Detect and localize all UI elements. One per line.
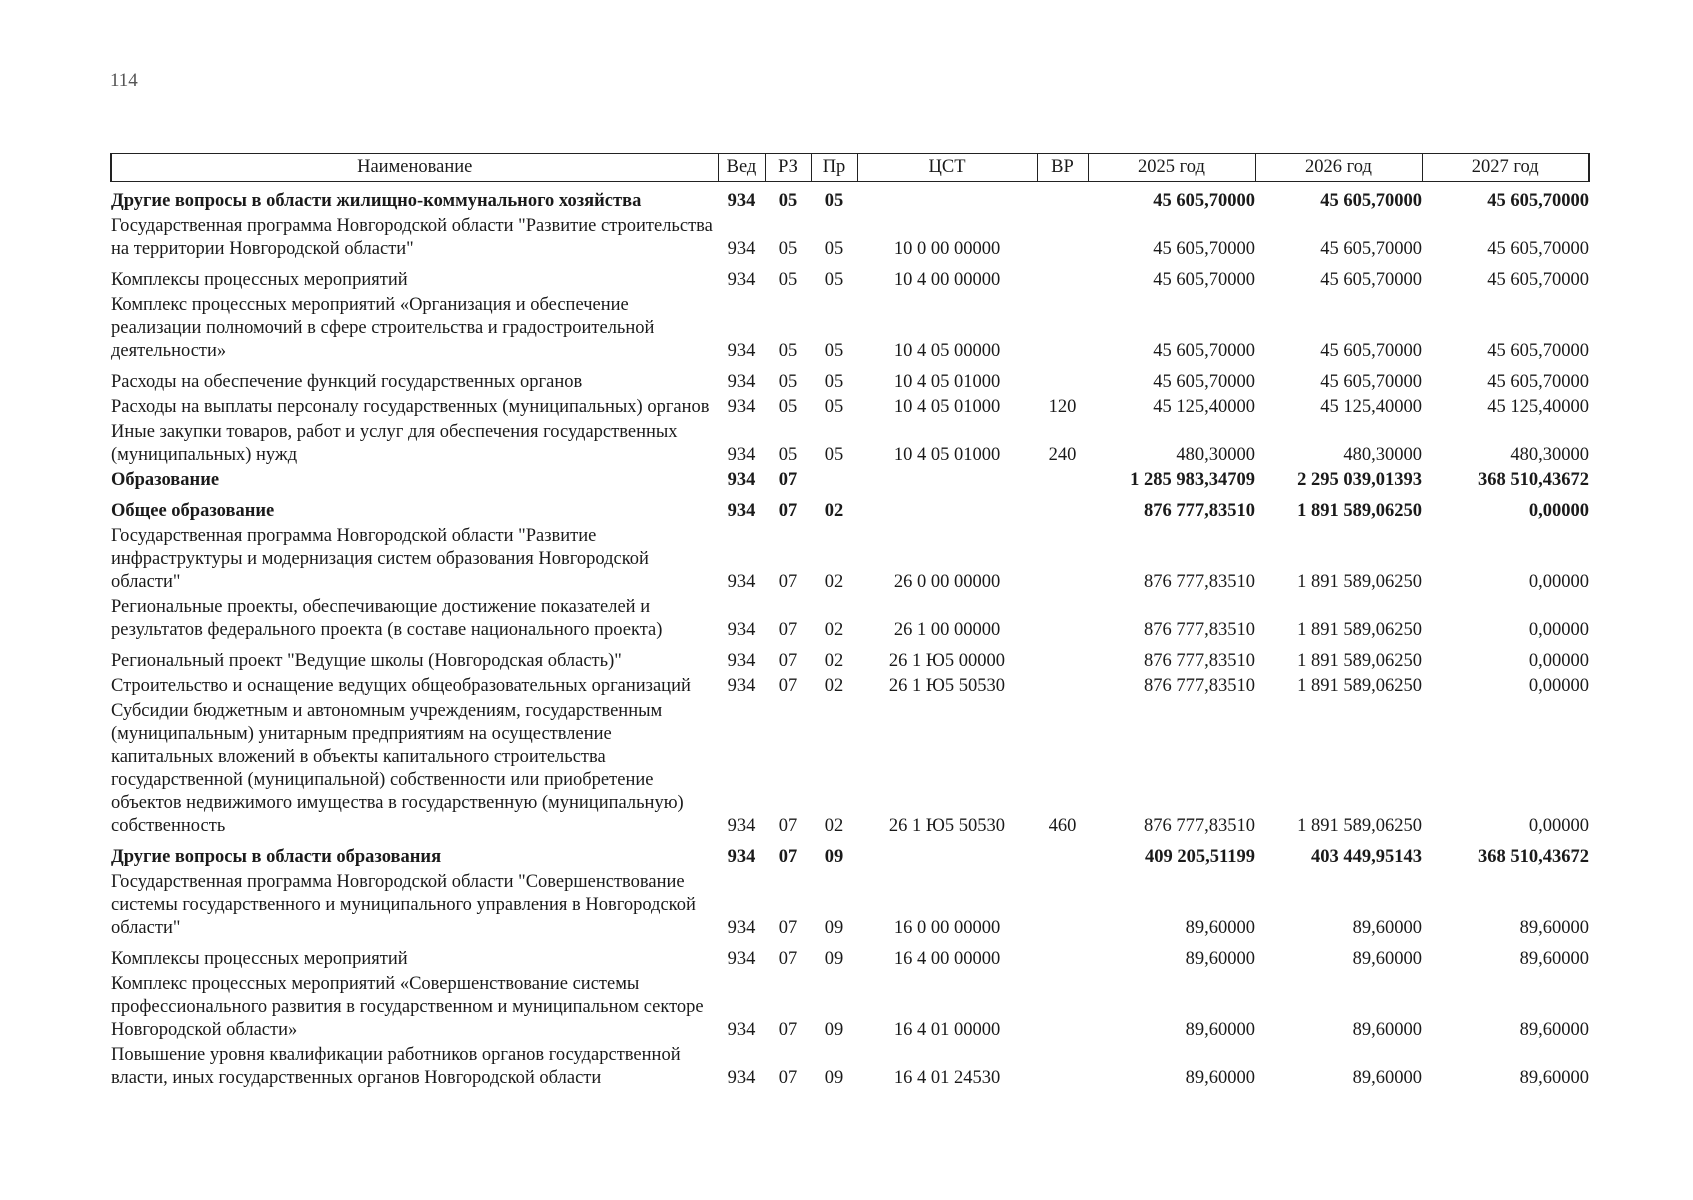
row-pr: 09 [824,949,844,969]
row-pr [811,469,857,494]
row-vr [1037,973,1088,1044]
budget-table [110,153,1590,1092]
row-vr [1037,942,1088,973]
row-vr [1037,215,1088,263]
row-vr [1037,294,1088,365]
row-value-2026: 1 891 589,06250 [1297,620,1422,640]
row-value-2026: 89,60000 [1352,918,1422,938]
row-value-2026: 1 891 589,06250 [1297,651,1422,671]
row-vr [1037,596,1088,644]
row-rz: 07 [778,1068,798,1088]
row-value-2027: 480,30000 [1510,445,1589,465]
header-pr: Пр [811,154,857,182]
table-row [111,675,1589,700]
row-value-2025: 89,60000 [1185,1020,1255,1040]
row-pr: 05 [824,191,844,211]
row-name: Иные закупки товаров, работ и услуг для обеспечения государственных (муниципальных) нужд [111,422,678,465]
row-value-2026: 1 891 589,06250 [1297,676,1422,696]
row-value-2025: 876 777,83510 [1144,620,1255,640]
row-ved: 934 [727,572,756,592]
row-vr [1037,263,1088,294]
table-row [111,421,1589,469]
table-row [111,644,1589,675]
table-row [111,700,1589,840]
row-name: Комплекс процессных мероприятий «Совершенствование системы профессионального развития в государственном и муниципальном секторе Новгородской области» [111,974,704,1040]
row-value-2027: 0,00000 [1528,651,1589,671]
row-value-2025: 45 605,70000 [1153,372,1255,392]
row-cst: 10 4 05 00000 [893,341,1001,361]
row-vr: 460 [1048,816,1077,836]
row-pr: 09 [824,847,844,867]
row-value-2027: 45 605,70000 [1487,239,1589,259]
table-row [111,263,1589,294]
row-value-2026: 1 891 589,06250 [1297,816,1422,836]
table-row [111,596,1589,644]
row-cst: 16 4 01 24530 [893,1068,1001,1088]
row-name: Расходы на обеспечение функций государственных органов [111,372,583,392]
row-value-2027: 89,60000 [1519,918,1589,938]
row-ved: 934 [727,445,756,465]
row-ved: 934 [727,816,756,836]
row-pr: 02 [824,651,844,671]
row-cst: 16 0 00 00000 [893,918,1001,938]
row-value-2025: 876 777,83510 [1144,676,1255,696]
row-name: Региональный проект "Ведущие школы (Новгородская область)" [111,651,622,671]
row-value-2027: 45 605,70000 [1487,341,1589,361]
row-name: Общее образование [111,501,275,521]
row-pr: 09 [824,1020,844,1040]
table-body [111,182,1589,1093]
table-row [111,215,1589,263]
row-vr [1037,190,1088,215]
row-ved: 934 [727,397,756,417]
row-value-2025: 876 777,83510 [1144,651,1255,671]
row-ved: 934 [727,239,756,259]
row-ved: 934 [727,501,756,521]
row-pr: 05 [824,239,844,259]
row-value-2026: 89,60000 [1352,1068,1422,1088]
row-value-2025: 45 605,70000 [1153,191,1255,211]
row-value-2027: 89,60000 [1519,1020,1589,1040]
row-cst: 10 4 05 01000 [893,372,1001,392]
row-name: Образование [111,470,220,490]
row-cst: 10 4 05 01000 [893,445,1001,465]
row-name: Строительство и оснащение ведущих общеобразовательных организаций [111,676,691,696]
row-name: Государственная программа Новгородской области "Развитие строительства на территории Новгородской области" [111,216,713,259]
row-ved: 934 [727,651,756,671]
row-name: Субсидии бюджетным и автономным учреждениям, государственным (муниципальным) унитарным предприятиям на осуществление капитальных вложений в объекты капитального строительства государственной (муниципальной) собственности или приобретение объектов недвижимого имущества в государственную (муниципальную) собственность [111,701,684,836]
row-cst: 16 4 00 00000 [893,949,1001,969]
row-name: Комплексы процессных мероприятий [111,949,408,969]
row-name: Региональные проекты, обеспечивающие достижение показателей и результатов федерального проекта (в составе национального проекта) [111,597,663,640]
row-vr [1037,469,1088,494]
row-vr [1037,365,1088,396]
row-rz: 07 [778,470,798,490]
row-value-2026: 45 605,70000 [1320,341,1422,361]
row-vr: 120 [1048,397,1077,417]
row-name: Комплекс процессных мероприятий «Организация и обеспечение реализации полномочий в сфере строительства и градостроительной деятельности» [111,295,655,361]
row-pr: 09 [824,918,844,938]
row-value-2027: 0,00000 [1528,816,1589,836]
row-vr [1037,644,1088,675]
row-pr: 02 [824,816,844,836]
row-value-2027: 45 605,70000 [1487,191,1589,211]
row-pr: 05 [824,341,844,361]
row-name: Другие вопросы в области образования [111,847,442,867]
row-rz: 07 [778,816,798,836]
row-value-2026: 45 605,70000 [1320,372,1422,392]
row-cst: 26 0 00 00000 [893,572,1001,592]
row-value-2027: 45 605,70000 [1487,270,1589,290]
row-cst [857,494,1037,525]
row-rz: 07 [778,949,798,969]
row-value-2025: 876 777,83510 [1144,816,1255,836]
table-row [111,871,1589,942]
row-value-2025: 876 777,83510 [1144,501,1255,521]
row-cst: 26 1 Ю5 00000 [888,651,1006,671]
row-cst: 16 4 01 00000 [893,1020,1001,1040]
row-ved: 934 [727,341,756,361]
row-value-2027: 45 125,40000 [1487,397,1589,417]
row-cst [857,469,1037,494]
header-2026: 2026 год [1255,154,1422,182]
row-rz: 07 [778,651,798,671]
header-2027: 2027 год [1422,154,1589,182]
row-pr: 09 [824,1068,844,1088]
row-pr: 02 [824,676,844,696]
row-cst: 26 1 00 00000 [893,620,1001,640]
row-rz: 07 [778,501,798,521]
row-vr [1037,525,1088,596]
row-value-2026: 45 125,40000 [1320,397,1422,417]
row-cst: 10 0 00 00000 [893,239,1001,259]
row-rz: 07 [778,620,798,640]
row-value-2027: 45 605,70000 [1487,372,1589,392]
row-name: Государственная программа Новгородской области "Развитие инфраструктуры и модернизация систем образования Новгородской области" [111,526,649,592]
header-ved: Вед [718,154,765,182]
row-value-2025: 89,60000 [1185,949,1255,969]
row-pr: 05 [824,397,844,417]
row-value-2025: 45 605,70000 [1153,270,1255,290]
table-header-row [111,154,1589,182]
row-cst [857,190,1037,215]
row-rz: 05 [778,270,798,290]
row-vr [1037,675,1088,700]
row-value-2027: 368 510,43672 [1478,847,1589,867]
table-row [111,469,1589,494]
row-ved: 934 [727,676,756,696]
row-value-2027: 0,00000 [1528,572,1589,592]
row-name: Государственная программа Новгородской области "Совершенствование системы государственного и муниципального управления в Новгородской области" [111,872,696,938]
row-value-2026: 45 605,70000 [1320,191,1422,211]
row-ved: 934 [727,949,756,969]
row-ved: 934 [727,847,756,867]
row-value-2025: 45 605,70000 [1153,341,1255,361]
row-ved: 934 [727,620,756,640]
row-value-2026: 45 605,70000 [1320,270,1422,290]
row-value-2026: 1 891 589,06250 [1297,572,1422,592]
header-cst: ЦСТ [857,154,1037,182]
table-row [111,973,1589,1044]
row-value-2025: 876 777,83510 [1144,572,1255,592]
row-value-2026: 480,30000 [1343,445,1422,465]
row-value-2025: 409 205,51199 [1145,847,1255,867]
row-rz: 07 [778,572,798,592]
row-value-2027: 368 510,43672 [1478,470,1589,490]
row-value-2027: 0,00000 [1528,501,1589,521]
table-row [111,396,1589,421]
row-cst: 26 1 Ю5 50530 [888,676,1006,696]
row-value-2026: 1 891 589,06250 [1297,501,1422,521]
row-rz: 05 [778,239,798,259]
row-rz: 05 [778,372,798,392]
row-value-2025: 89,60000 [1185,918,1255,938]
row-name: Повышение уровня квалификации работников органов государственной власти, иных государственных органов Новгородской области [111,1045,681,1088]
header-vr: ВР [1037,154,1088,182]
header-rz: РЗ [765,154,811,182]
row-value-2025: 45 605,70000 [1153,239,1255,259]
table-row [111,525,1589,596]
row-value-2027: 0,00000 [1528,676,1589,696]
row-value-2025: 45 125,40000 [1153,397,1255,417]
row-ved: 934 [727,372,756,392]
table-row [111,942,1589,973]
row-vr [1037,1044,1088,1092]
header-2025: 2025 год [1088,154,1255,182]
table-row [111,494,1589,525]
table-row [111,365,1589,396]
row-value-2026: 89,60000 [1352,949,1422,969]
row-pr: 02 [824,572,844,592]
row-ved: 934 [727,918,756,938]
row-rz: 05 [778,191,798,211]
row-value-2026: 403 449,95143 [1311,847,1422,867]
row-cst: 10 4 05 01000 [893,397,1001,417]
row-value-2026: 45 605,70000 [1320,239,1422,259]
row-ved: 934 [727,470,756,490]
row-value-2025: 480,30000 [1176,445,1255,465]
row-pr: 05 [824,270,844,290]
row-value-2025: 89,60000 [1185,1068,1255,1088]
row-vr: 240 [1048,445,1077,465]
page-number: 114 [110,70,138,91]
row-value-2026: 2 295 039,01393 [1297,470,1422,490]
row-rz: 07 [778,676,798,696]
row-cst [857,840,1037,871]
row-ved: 934 [727,1020,756,1040]
row-value-2027: 89,60000 [1519,1068,1589,1088]
header-name: Наименование [111,154,718,182]
row-vr [1037,840,1088,871]
row-value-2025: 1 285 983,34709 [1130,470,1255,490]
row-pr: 05 [824,372,844,392]
row-pr: 02 [824,501,844,521]
row-rz: 07 [778,847,798,867]
table-row [111,294,1589,365]
row-value-2027: 0,00000 [1528,620,1589,640]
row-ved: 934 [727,270,756,290]
row-rz: 07 [778,1020,798,1040]
row-pr: 05 [824,445,844,465]
table-row [111,1044,1589,1092]
row-vr [1037,494,1088,525]
row-rz: 05 [778,341,798,361]
table-row [111,840,1589,871]
row-vr [1037,871,1088,942]
row-rz: 07 [778,918,798,938]
row-cst: 26 1 Ю5 50530 [888,816,1006,836]
row-cst: 10 4 00 00000 [893,270,1001,290]
row-name: Расходы на выплаты персоналу государственных (муниципальных) органов [111,397,710,417]
row-name: Комплексы процессных мероприятий [111,270,408,290]
row-name: Другие вопросы в области жилищно-коммунального хозяйства [111,191,642,211]
row-value-2026: 89,60000 [1352,1020,1422,1040]
row-rz: 05 [778,397,798,417]
table-row [111,190,1589,215]
row-pr: 02 [824,620,844,640]
row-ved: 934 [727,1068,756,1088]
row-ved: 934 [727,191,756,211]
row-value-2027: 89,60000 [1519,949,1589,969]
row-rz: 05 [778,445,798,465]
